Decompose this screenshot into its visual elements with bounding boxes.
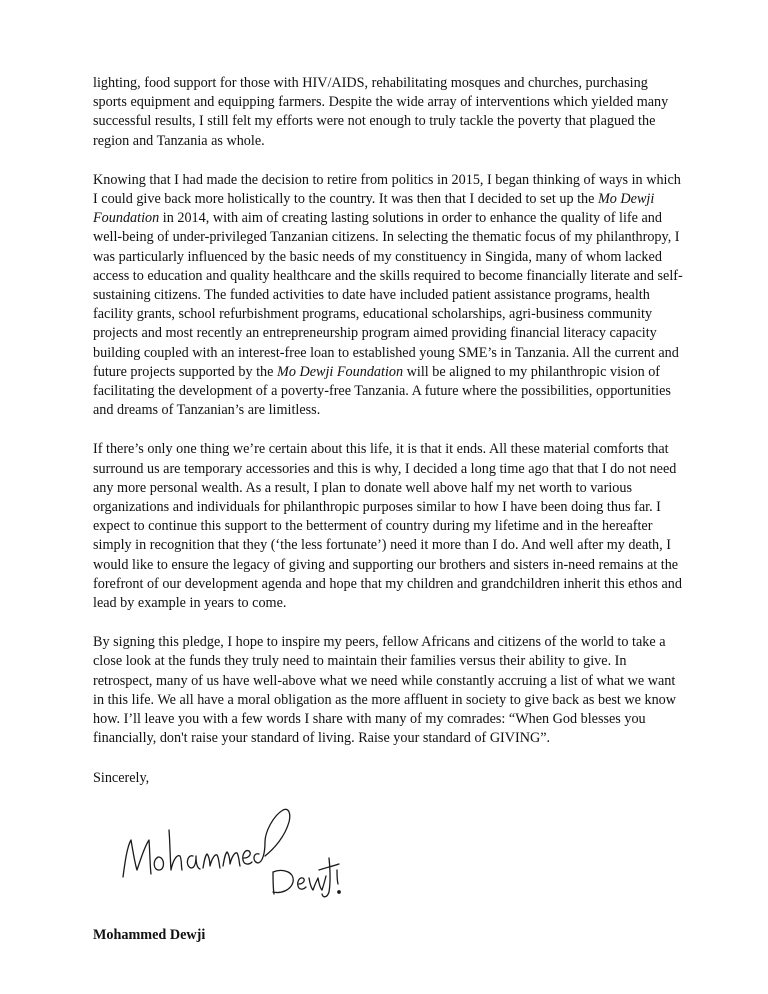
handwritten-signature [113,792,343,902]
paragraph-3: If there’s only one thing we’re certain about this life, it is that it ends. All these material comforts that surround us are temporary accessories and this is why, I decided a long time ago that that I do not need any more personal wealth. As a result, I plan to donate well above half my net worth to various organizations and individuals for philanthropic purposes similar to how I have been doing thus far. I expect to continue this support to the betterment of country during my lifetime and in the hereafter simply in recognition that they (‘the less fortunate’) need it more than I do. And well after my death, I would like to ensure the legacy of giving and supporting our brothers and sisters in-need remains at the forefront of our development agenda and hope that my children and grandchildren inherit this ethos and lead by example in years to come. [93,441,682,612]
foundation-name: Mo Dewji Foundation [277,363,404,380]
letter-page [93,74,683,945]
paragraph-2 [93,171,683,421]
foundation-name: Mo Dewji Foundation [93,191,655,227]
paragraph-4: By signing this pledge, I hope to inspire my peers, fellow Africans and citizens of the world to take a close look at the funds they truly need to maintain their families versus their ability to give. In retrospect, many of us have well-above what we need while constantly accruing a list of what we want in this life. We all have a moral obligation as the more affluent in society to give back as best we know how. I’ll leave you with a few words I share with many of my comrades: “When God blesses you financially, don't raise your standard of living. Raise your standard of GIVING”. [93,634,677,747]
signer-name: Mohammed Dewji [93,926,206,943]
closing-salutation: Sincerely, [93,769,150,786]
paragraph-1: lighting, food support for those with HIV/AIDS, rehabilitating mosques and churches, purchasing sports equipment and equipping farmers. Despite the wide array of interventions which yielded many successful results, I still felt my efforts were not enough to truly tackle the poverty that plagued the region and Tanzania as whole. [93,75,669,149]
paragraph-2-part-a: Knowing that I had made the decision to retire from politics in 2015, I began thinking of ways in which I could give back more holistically to the country. It was then that I decided to set up the [93,171,681,208]
paragraph-2-part-b: in 2014, with aim of creating lasting solutions in order to enhance the quality of life and well-being of under-privileged Tanzanian citizens. In selecting the thematic focus of my philanthropy, I was particularly influenced by the basic needs of my constituency in Singida, many of whom lacked access to education and quality healthcare and the skills required to become financially literate and self-sustaining citizens. The funded activities to date have included patient assistance programs, health facility grants, school refurbishment programs, educational scholarships, agri-business community projects and most recently an entrepreneurship program aimed providing financial literacy capacity building coupled with an interest-free loan to established young SME’s in Tanzania. All the current and future projects supported by the [93,210,683,380]
paragraph-2-part-c: will be aligned to my philanthropic vision of facilitating the development of a poverty-free Tanzania. A future where the possibilities, opportunities and dreams of Tanzanian’s are limitless. [93,363,671,419]
